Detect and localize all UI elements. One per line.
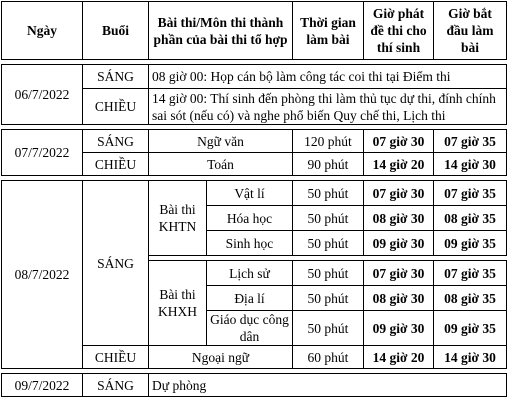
session-cell: SÁNG xyxy=(83,374,149,397)
subject-cell: Sinh học xyxy=(207,231,293,256)
duration-cell: 50 phút xyxy=(293,231,364,256)
session-cell: CHIỀU xyxy=(83,153,149,176)
header-row xyxy=(2,2,507,60)
table-row xyxy=(2,130,507,153)
date-cell: 08/7/2022 xyxy=(2,181,83,369)
session-cell: CHIỀU xyxy=(83,89,149,125)
start-time-cell: 14 giờ 30 xyxy=(434,153,507,176)
date-cell: 07/7/2022 xyxy=(2,130,83,176)
issue-time-cell: 09 giờ 30 xyxy=(364,231,434,256)
exam-schedule-table xyxy=(1,1,507,397)
start-time-cell: 07 giờ 35 xyxy=(434,130,507,153)
header-thoi-gian: Thời gian làm bài xyxy=(293,2,364,60)
table-row xyxy=(2,181,507,206)
start-time-cell: 07 giờ 35 xyxy=(434,261,507,286)
start-time-cell: 14 giờ 30 xyxy=(434,346,507,369)
header-buoi: Buổi xyxy=(83,2,149,60)
duration-cell: 60 phút xyxy=(293,346,364,369)
session-cell: SÁNG xyxy=(83,181,149,346)
subject-cell: Ngoại ngữ xyxy=(149,346,293,369)
group-cell-khxh: Bài thi KHXH xyxy=(149,261,207,346)
duration-cell: 50 phút xyxy=(293,261,364,286)
duration-cell: 120 phút xyxy=(293,130,364,153)
issue-time-cell: 08 giờ 30 xyxy=(364,206,434,231)
duration-cell: 50 phút xyxy=(293,286,364,311)
issue-time-cell: 09 giờ 30 xyxy=(364,311,434,346)
subject-cell: Địa lí xyxy=(207,286,293,311)
session-cell: SÁNG xyxy=(83,130,149,153)
issue-time-cell: 07 giờ 30 xyxy=(364,261,434,286)
issue-time-cell: 14 giờ 20 xyxy=(364,346,434,369)
start-time-cell: 07 giờ 35 xyxy=(434,181,507,206)
note-cell: 08 giờ 00: Họp cán bộ làm công tác coi thi tại Điểm thi xyxy=(149,65,507,89)
subject-cell: Hóa học xyxy=(207,206,293,231)
table-row xyxy=(2,374,507,397)
start-time-cell: 09 giờ 35 xyxy=(434,231,507,256)
duration-cell: 50 phút xyxy=(293,311,364,346)
header-ngay: Ngày xyxy=(2,2,83,60)
table-row xyxy=(2,65,507,89)
header-gio-phat: Giờ phát đề thi cho thí sinh xyxy=(364,2,434,60)
duration-cell: 50 phút xyxy=(293,206,364,231)
issue-time-cell: 07 giờ 30 xyxy=(364,130,434,153)
start-time-cell: 08 giờ 35 xyxy=(434,206,507,231)
note-cell: 14 giờ 00: Thí sinh đến phòng thi làm thủ tục dự thi, đính chính sai sót (nếu có) và nghe phổ biến Quy chế thi, Lịch thi xyxy=(149,89,507,125)
subject-cell: Vật lí xyxy=(207,181,293,206)
start-time-cell: 09 giờ 35 xyxy=(434,311,507,346)
subject-cell: Lịch sử xyxy=(207,261,293,286)
date-cell: 06/7/2022 xyxy=(2,65,83,125)
group-cell-khtn: Bài thi KHTN xyxy=(149,181,207,256)
issue-time-cell: 08 giờ 30 xyxy=(364,286,434,311)
header-bai-thi: Bài thi/Môn thi thành phần của bài thi tổ hợp xyxy=(149,2,293,60)
start-time-cell: 08 giờ 35 xyxy=(434,286,507,311)
header-gio-bat-dau: Giờ bắt đầu làm bài xyxy=(434,2,507,60)
subject-cell: Giáo dục công dân xyxy=(207,311,293,346)
duration-cell: 90 phút xyxy=(293,153,364,176)
issue-time-cell: 14 giờ 20 xyxy=(364,153,434,176)
note-cell: Dự phòng xyxy=(149,374,507,397)
session-cell: SÁNG xyxy=(83,65,149,89)
subject-cell: Ngữ văn xyxy=(149,130,293,153)
session-cell: CHIỀU xyxy=(83,346,149,369)
duration-cell: 50 phút xyxy=(293,181,364,206)
date-cell: 09/7/2022 xyxy=(2,374,83,397)
subject-cell: Toán xyxy=(149,153,293,176)
issue-time-cell: 07 giờ 30 xyxy=(364,181,434,206)
